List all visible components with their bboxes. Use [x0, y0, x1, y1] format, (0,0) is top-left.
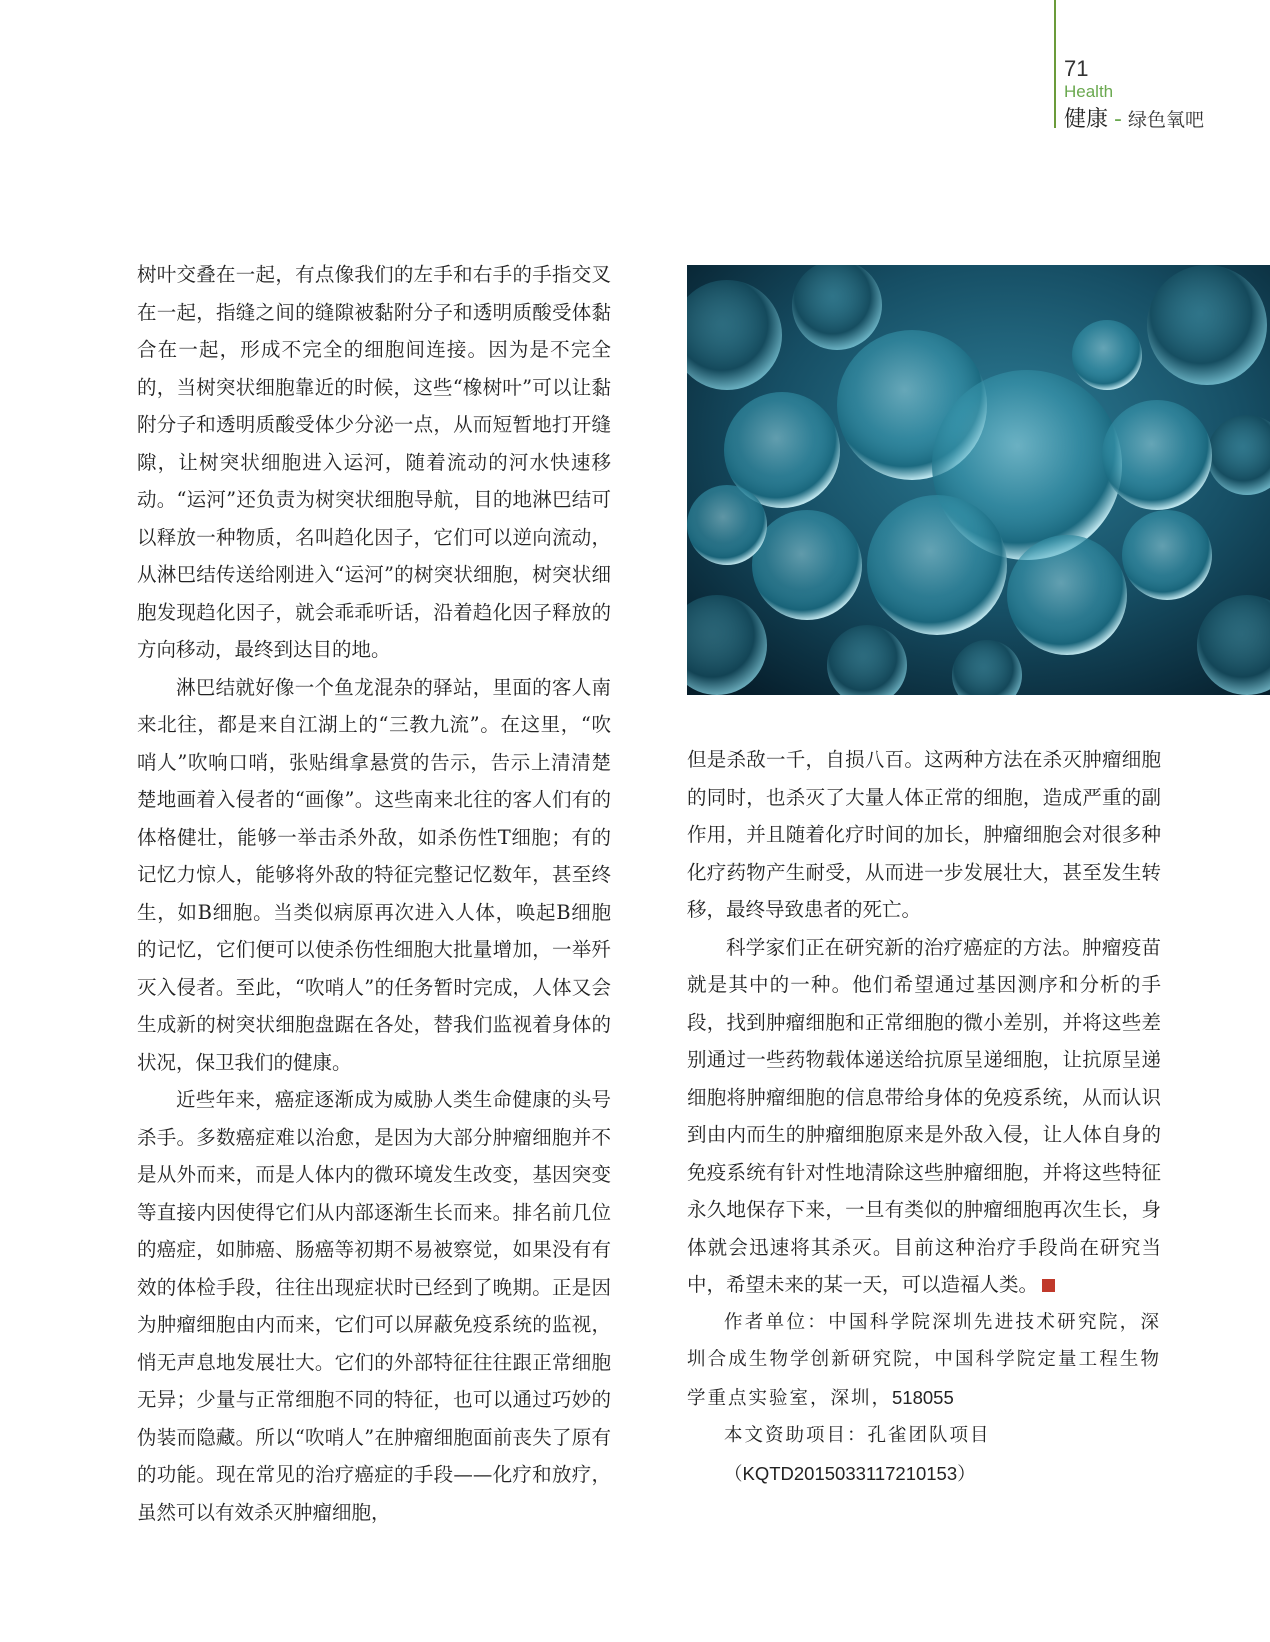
header-divider: [1054, 0, 1056, 128]
funding-text: 孔雀团队项目: [867, 1425, 991, 1446]
funding-code: [687, 1455, 1161, 1494]
funding-note: [687, 1417, 1161, 1455]
section-separator: -: [1114, 107, 1122, 132]
affiliation-text: 中国科学院深圳先进技术研究院，深圳合成生物学创新研究院，中国科学院定量工程生物学重点实验室，深圳，: [687, 1311, 1161, 1409]
funding-label: 本文资助项目：: [724, 1425, 868, 1446]
subsection-title: 绿色氧吧: [1127, 109, 1204, 131]
left-column: [137, 256, 611, 1531]
paragraph: 但是杀敌一千，自损八百。这两种方法在杀灭肿瘤细胞的同时，也杀灭了大量人体正常的细胞，造成严重的副作用，并且随着化疗时间的加长，肿瘤细胞会对很多种化疗药物产生耐受，从而进一步发展壮大，甚至发生转移，最终导致患者的死亡。: [687, 748, 1161, 921]
paragraph: 淋巴结就好像一个鱼龙混杂的驿站，里面的客人南来北往，都是来自江湖上的“三教九流”。在这里，“吹哨人”吹响口哨，张贴缉拿悬赏的告示，告示上清清楚楚地画着入侵者的“画像”。这些南来北往的客人们有的体格健壮，能够一举击杀外敌，如杀伤性T细胞；有的记忆力惊人，能够将外敌的特征完整记忆数年，甚至终生，如B细胞。当类似病原再次进入人体，唤起B细胞的记忆，它们便可以使杀伤性细胞大批量增加，一举歼灭入侵者。至此，“吹哨人”的任务暂时完成，人体又会生成新的树突状细胞盘踞在各处，替我们监视着身体的状况，保卫我们的健康。: [137, 675, 611, 1074]
page-number: 71: [1064, 56, 1089, 81]
cancer-cells-illustration: [687, 265, 1270, 695]
paragraph: [687, 929, 1161, 1304]
author-affiliation: [687, 1304, 1161, 1418]
right-column: [687, 741, 1161, 1493]
postcode: 518055: [892, 1386, 954, 1408]
article-end-mark-icon: S: [1042, 1279, 1055, 1292]
cancer-cells-image: [687, 265, 1270, 695]
paragraph: 树叶交叠在一起，有点像我们的左手和右手的手指交叉在一起，指缝之间的缝隙被黏附分子和透明质酸受体黏合在一起，形成不完全的细胞间连接。因为是不完全的，当树突状细胞靠近的时候，这些“橡树叶”可以让黏附分子和透明质酸受体少分泌一点，从而短暂地打开缝隙，让树突状细胞进入运河，随着流动的河水快速移动。“运河”还负责为树突状细胞导航，目的地淋巴结可以释放一种物质，名叫趋化因子，它们可以逆向流动，从淋巴结传送给刚进入“运河”的树突状细胞，树突状细胞发现趋化因子，就会乖乖听话，沿着趋化因子释放的方向移动，最终到达目的地。: [137, 263, 611, 661]
section-title: [1064, 102, 1204, 133]
paragraph-text: 科学家们正在研究新的治疗癌症的方法。肿瘤疫苗就是其中的一种。他们希望通过基因测序和分析的手段，找到肿瘤细胞和正常细胞的微小差别，并将这些差别通过一些药物载体递送给抗原呈递细胞，让抗原呈递细胞将肿瘤细胞的信息带给身体的免疫系统，从而认识到由内而生的肿瘤细胞原来是外敌入侵，让人体自身的免疫系统有针对性地清除这些肿瘤细胞，并将这些特征永久地保存下来，一旦有类似的肿瘤细胞再次生长，身体就会迅速将其杀灭。目前这种治疗手段尚在研究当中，希望未来的某一天，可以造福人类。: [687, 935, 1161, 1296]
section-title-zh: 健康: [1064, 107, 1109, 132]
affiliation-label: 作者单位：: [724, 1311, 829, 1333]
paragraph: 近些年来，癌症逐渐成为威胁人类生命健康的头号杀手。多数癌症难以治愈，是因为大部分肿瘤细胞并不是从外而来，而是人体内的微环境发生改变，基因突变等直接内因使得它们从内部逐渐生长而来。排名前几位的癌症，如肺癌、肠癌等初期不易被察觉，如果没有有效的体检手段，往往出现症状时已经到了晚期。正是因为肿瘤细胞由内而来，它们可以屏蔽免疫系统的监视，悄无声息地发展壮大。它们的外部特征往往跟正常细胞无异；少量与正常细胞不同的特征，也可以通过巧妙的伪装而隐藏。所以“吹哨人”在肿瘤细胞面前丧失了原有的功能。现在常见的治疗癌症的手段——化疗和放疗，虽然可以有效杀灭肿瘤细胞，: [137, 1088, 611, 1524]
funding-code-text: （KQTD2015033117210153）: [724, 1462, 976, 1484]
section-title-en: Health: [1064, 82, 1114, 101]
